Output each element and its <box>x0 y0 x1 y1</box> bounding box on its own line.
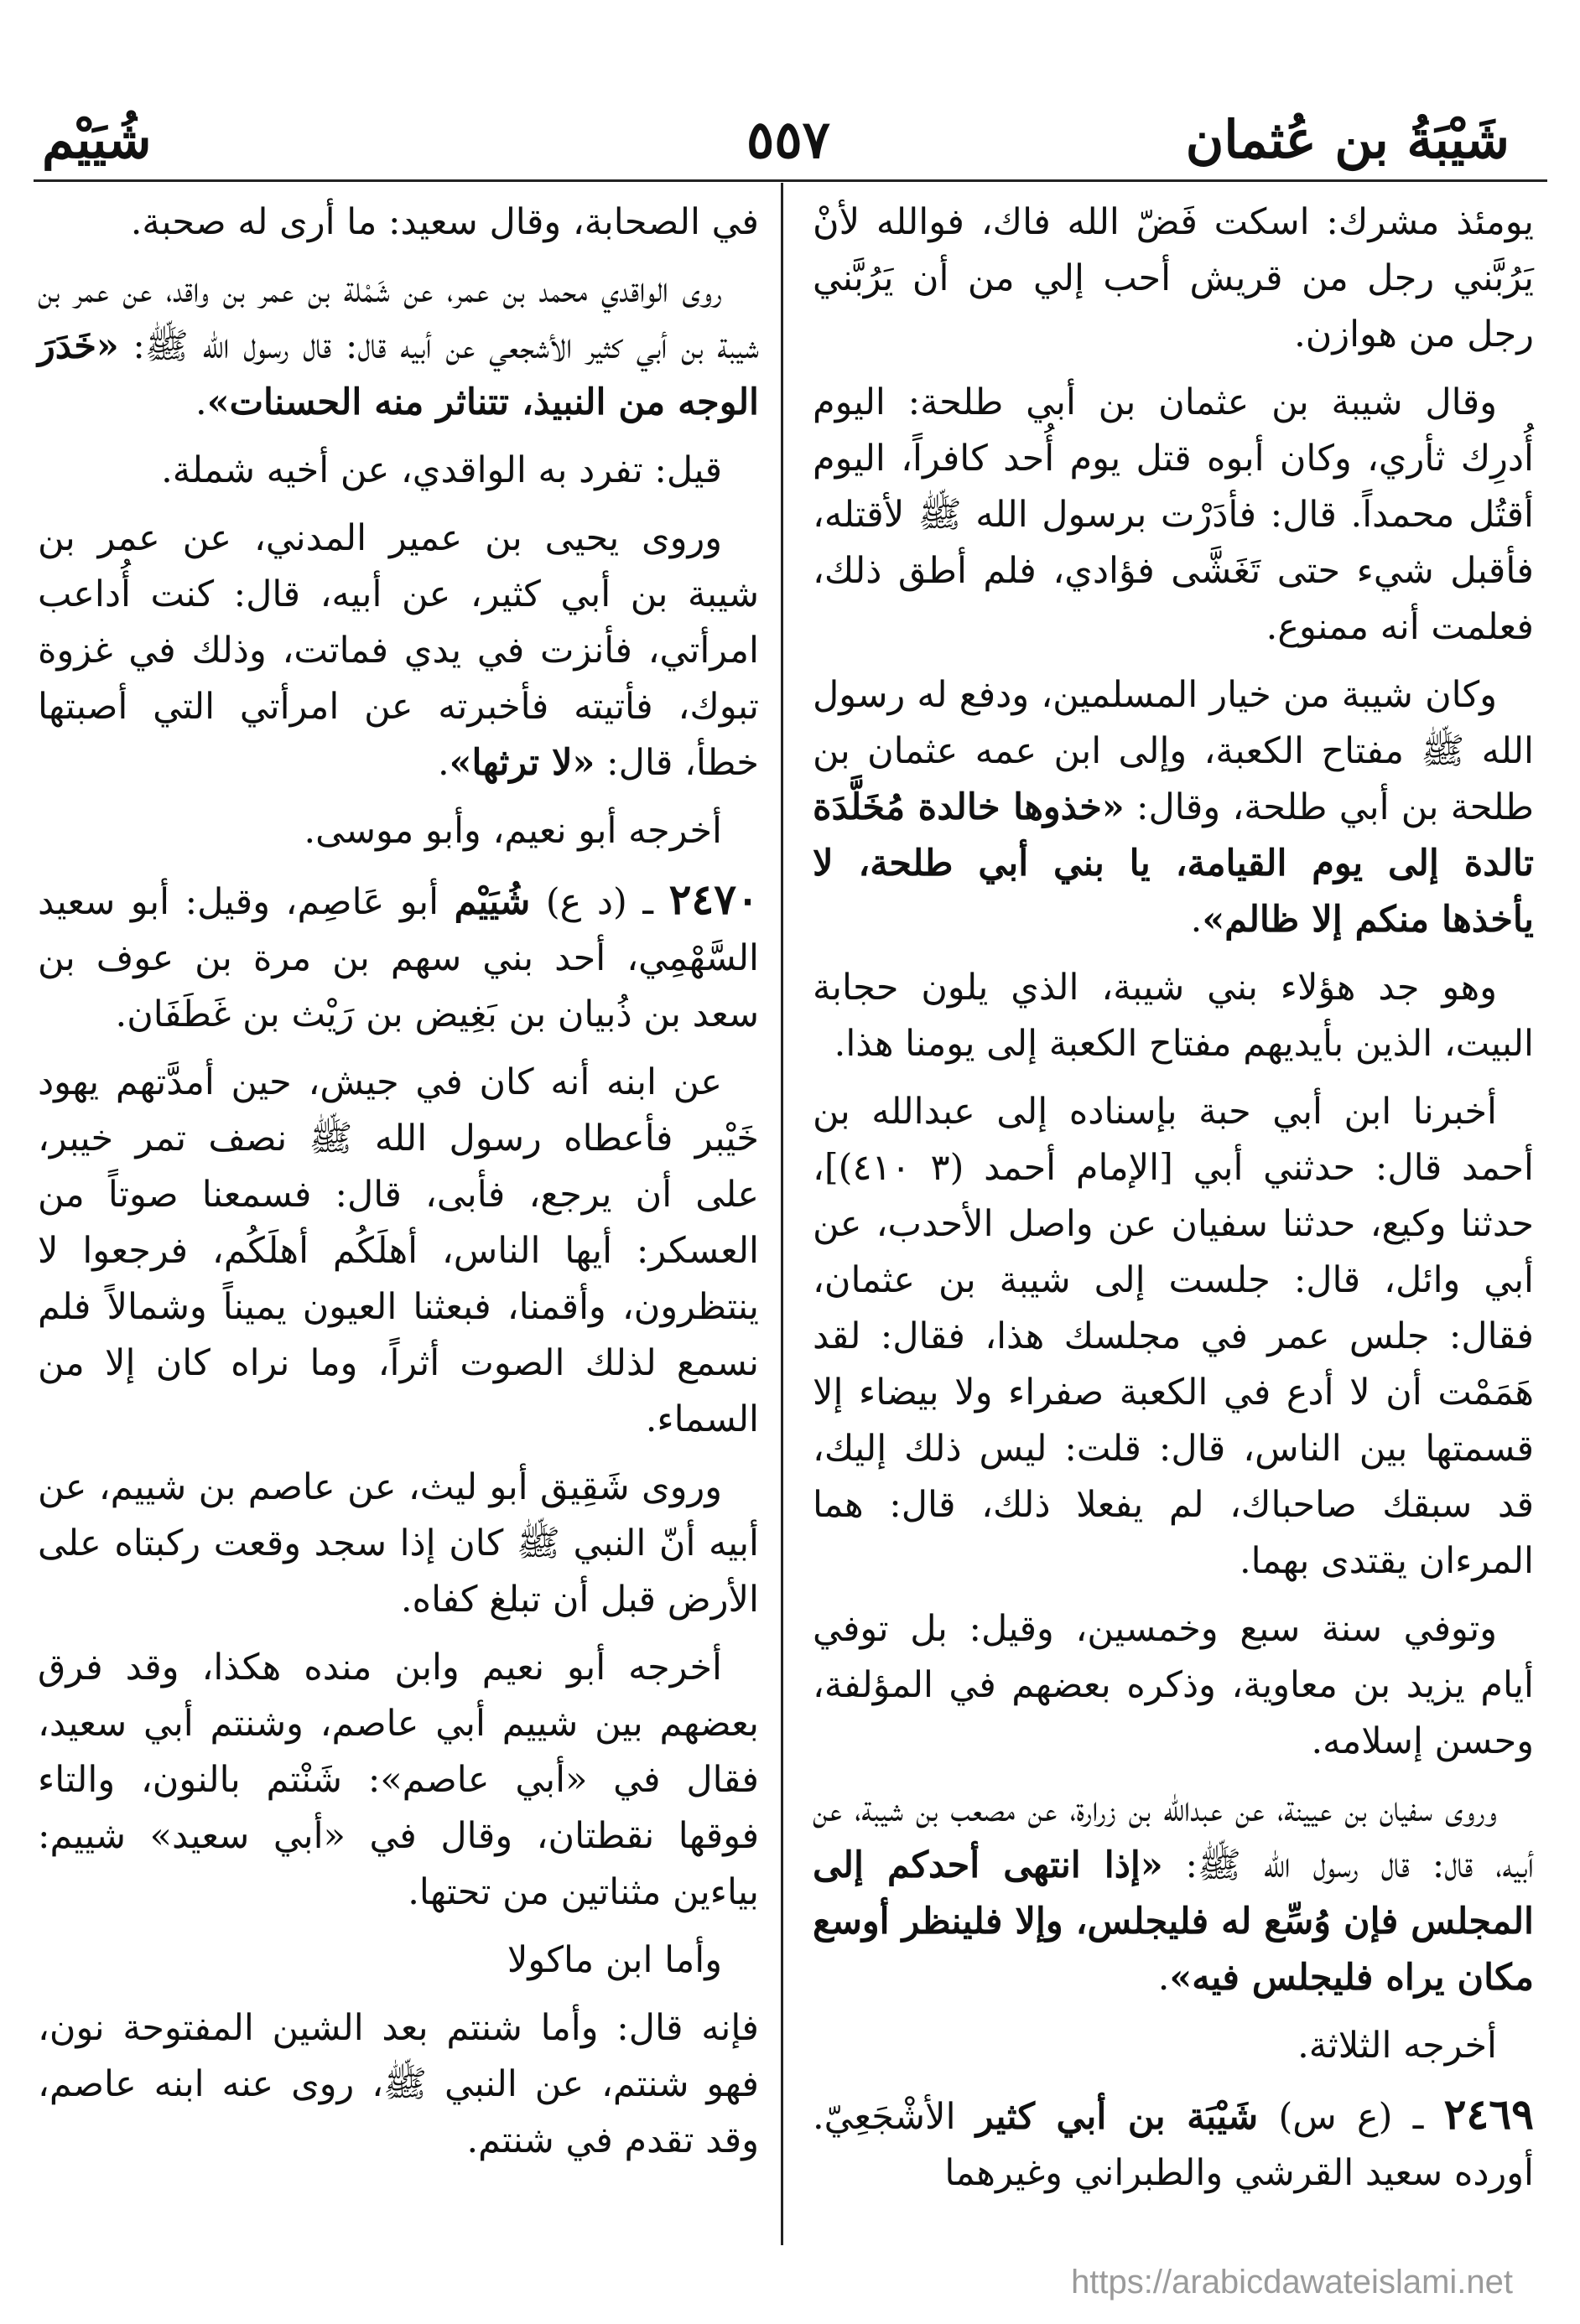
bold-text: «خَدَرَ الوجه من النبيذ، تتناثر منه الحسنات» <box>38 325 759 423</box>
header-right-title: شَيْبَةُ بن عُثمان <box>1185 109 1510 170</box>
text-run: ـ (ع س) <box>1258 2096 1444 2138</box>
paragraph <box>813 1084 1534 1590</box>
text-run: وروى يحيى بن عمير المدني، عن عمر بن شيبة بن أبي كثير، عن أبيه، قال: كنت أُداعب امرأتي، فأنزت في يدي فماتت، وذلك في غزوة تبوك، فأتيته فأخبرته عن امرأتي التي أصبتها خطأ، قال: <box>38 517 759 784</box>
paragraph <box>38 1932 759 1989</box>
paragraph <box>813 2018 1534 2074</box>
paragraph <box>813 195 1534 363</box>
paragraph <box>38 195 759 251</box>
text-run: قيل: تفرد به الواقدي، عن أخيه شملة. <box>161 449 722 491</box>
paragraph <box>813 375 1534 656</box>
text-run: أخرجه الثلاثة. <box>1297 2025 1497 2067</box>
bold-text: «خذوها خالدة مُخَلَّدَة تالدة إلى يوم القيامة، يا بني أبي طلحة، لا يأخذها منكم إلا ظالم» <box>813 786 1534 941</box>
left-column <box>38 195 759 2181</box>
paragraph <box>38 1640 759 1921</box>
paragraph <box>38 1055 759 1448</box>
bold-text: «إذا انتهى أحدكم إلى المجلس فإن وُسِّع له فليجلس، وإلا فلينظر أوسع مكان يراه فليجلس فيه» <box>813 1844 1534 1999</box>
text-run: وهو جد هؤلاء بني شيبة، الذي يلون حجابة البيت، الذين بأيديهم مفتاح الكعبة إلى يومنا هذا. <box>813 967 1534 1065</box>
text-run: عن ابنه أنه كان في جيش، حين أمدَّتهم يهود خَيْبر فأعطاه رسول الله ﷺ نصف تمر خيبر، على أن يرجع، فأبى، قال: فسمعنا صوتاً من العسكر: أيها الناس، أهلَكُم أهلَكُم، فرجعوا لا ينتظرون، وأقمنا، فبعثنا العيون يميناً وشمالاً فلم نسمع لذلك الصوت أثراً، وما نراه كان إلا من السماء. <box>38 1061 759 1440</box>
text-run: وكان شيبة من خيار المسلمين، ودفع له رسول الله ﷺ مفتاح الكعبة، وإلى ابن عمه عثمان بن طلحة بن أبي طلحة، وقال: <box>813 674 1534 828</box>
paragraph <box>38 262 759 431</box>
paragraph <box>38 871 759 1043</box>
text-run: ـ (د ع) <box>530 881 669 923</box>
paragraph <box>813 1782 1534 2006</box>
text-run: أخرجه أبو نعيم، وأبو موسى. <box>304 810 722 852</box>
text-run: وتوفي سنة سبع وخمسين، وقيل: بل توفي أيام يزيد بن معاوية، وذكره بعضهم في المؤلفة، وحسن إسلامه. <box>813 1608 1534 1762</box>
paragraph <box>813 667 1534 948</box>
text-run: وأما ابن ماكولا <box>507 1939 722 1981</box>
paragraph <box>38 443 759 499</box>
text-run: وقال شيبة بن عثمان بن أبي طلحة: اليوم أُدرِك ثأري، وكان أبوه قتل يوم أُحد كافراً، اليوم أقتُل محمداً. قال: فأدَرْت برسول الله ﷺ لأقتله، فأقبل شيء حتى تَغَشَّى فؤادي، فلم أطق ذلك، فعلمت أنه ممنوع. <box>813 381 1534 648</box>
header-left-title: شُيَيْم <box>42 109 152 170</box>
bold-text: شُيَيْم <box>454 881 531 923</box>
entry-number: ٢٤٦٩ <box>1443 2089 1534 2139</box>
text-run: وروى سفيان بن عيينة، عن عبدالله بن زرارة، عن مصعب بن شيبة، عن أبيه، قال: قال رسول الله ﷺ: <box>813 1788 1534 1886</box>
paragraph <box>813 1601 1534 1770</box>
paragraph <box>813 2086 1534 2202</box>
text-run: أخرجه أبو نعيم وابن منده هكذا، وقد فرق بعضهم بين شييم أبي عاصم، وشنتم أبي سعيد، فقال في «أبي عاصم»: شَنْتم بالنون، والتاء فوقها نقطتان، وقال في «أبي سعيد» شييم: بياءين مثناتين من تحتها. <box>38 1647 759 1913</box>
text-run: الأشْجَعِيّ. أورده سعيد القرشي والطبراني وغيرهما <box>813 2096 1534 2194</box>
text-run: وروى شَقِيق أبو ليث، عن عاصم بن شييم، عن أبيه أنّ النبي ﷺ كان إذا سجد وقعت ركبتاه على الأرض قبل أن تبلغ كفاه. <box>38 1466 759 1621</box>
entry-number: ٢٤٧٠ <box>668 874 759 924</box>
text-run: . <box>195 381 207 423</box>
header-rule <box>34 179 1547 182</box>
page-number: ٥٥٧ <box>746 109 830 170</box>
text-run: يومئذ مشرك: اسكت فَضّ الله فاك، فوالله لأنْ يَرُبَّني رجل من قريش أحب إلي من أن يَرُبَّني رجل من هوازن. <box>813 201 1534 355</box>
text-run: روى الواقدي محمد بن عمر، عن شَمْلة بن عمر بن واقد، عن عمر بن شيبة بن أبي كثير الأشجعي عن أبيه قال: قال رسول الله ﷺ: <box>38 269 759 367</box>
paragraph <box>38 511 759 791</box>
bold-text: «لا ترثها» <box>449 742 595 784</box>
paragraph <box>38 1460 759 1628</box>
text-run: أبو عَاصِم، وقيل: أبو سعيد السَّهْمِي، أحد بني سهم بن مرة بن عوف بن سعد بن ذُبيان بن بَغِيض بن رَيْث بن غَطَفَان. <box>38 881 759 1035</box>
text-run: أخبرنا ابن أبي حبة بإسناده إلى عبدالله بن أحمد قال: حدثني أبي [الإمام أحمد (٣ ٤١٠)]، حدثنا وكيع، حدثنا سفيان عن واصل الأحدب، عن أبي وائل، قال: جلست إلى شيبة بن عثمان، فقال: جلس عمر في مجلسك هذا، فقال: لقد هَمَمْت أن لا أدع في الكعبة صفراء ولا بيضاء إلا قسمتها بين الناس، قال: قلت: ليس ذلك إليك، قد سبقك صاحباك، لم يفعلا ذلك، قال: هما المرءان يقتدى بهما. <box>813 1091 1534 1582</box>
running-header <box>34 101 1543 176</box>
text-run: في الصحابة، وقال سعيد: ما أرى له صحبة. <box>130 201 759 243</box>
paragraph <box>38 803 759 859</box>
bold-text: شَيْبَة بن أبي كثير <box>975 2096 1259 2138</box>
text-run: . <box>1157 1957 1170 1999</box>
text-run: . <box>437 742 450 784</box>
watermark-url: https://arabicdawateislami.net <box>1071 2264 1513 2301</box>
text-run: فإنه قال: وأما شنتم بعد الشين المفتوحة نون، فهو شنتم، عن النبي ﷺ، روى عنه ابنه عاصم، وقد تقدم في شنتم. <box>38 2007 759 2161</box>
paragraph <box>38 2000 759 2169</box>
text-run: . <box>1190 899 1203 941</box>
paragraph <box>813 960 1534 1072</box>
column-divider <box>781 183 783 2245</box>
right-column <box>813 195 1534 2213</box>
